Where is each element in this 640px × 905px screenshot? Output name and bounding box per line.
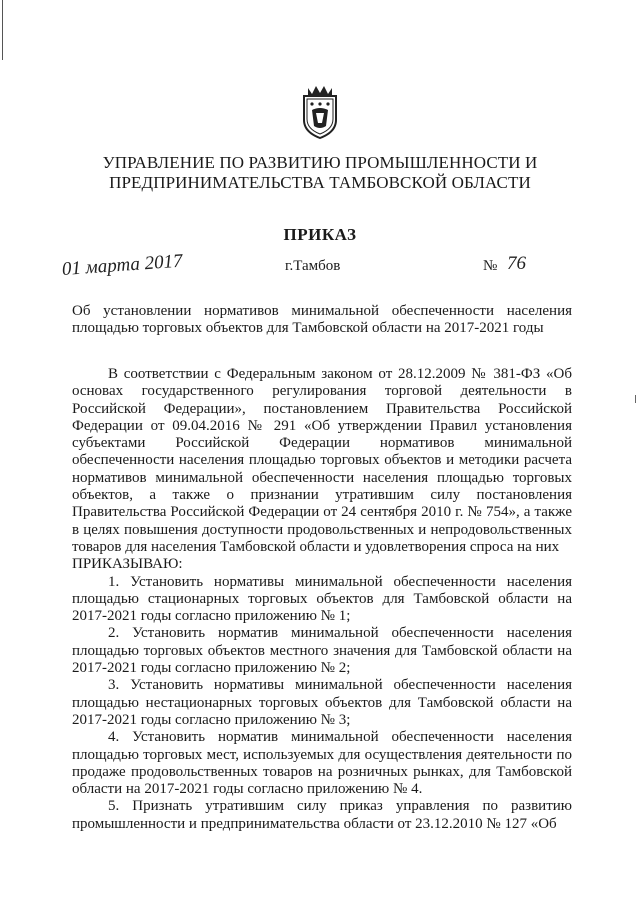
scan-edge-line [2,0,3,60]
handwritten-date: 01 марта 2017 [61,250,184,280]
number-sign: № [483,258,498,274]
order-item-2: 2. Установить норматив минимальной обеспеченности населения площадью торговых объектов местного значения для Тамбовской области на 2017-2021 годы согласно приложению № 2; [72,625,572,677]
organization-name [60,153,580,193]
order-item-3: 3. Установить нормативы минимальной обеспеченности населения площадью нестационарных торговых объектов для Тамбовской области на 2017-2021 годы согласно приложению № 3; [72,677,572,728]
coat-of-arms-emblem [296,82,344,140]
order-word: ПРИКАЗЫВАЮ: [72,556,183,573]
preamble-paragraph: В соответствии с Федеральным законом от 28.12.2009 № 381-ФЗ «Об основах государственного регулирования торговой деятельности в Российской Федерации», постановлением Правительства Российской Федерации от 09.04.2016 № 291 «Об утверждении Правил установления субъектами Российской Федерации нормативов минимальной обеспеченности населения площадью торговых объектов и методики расчета нормативов минимальной обеспеченности населения площадью торговых объектов, а также о признании утратившим силу постановления Правительства Российской Федерации от 24 сентября 2010 г. № 754», а также в целях повышения доступности продовольственных и непродовольственных товаров для населения Тамбовской области и удовлетворения спроса на них [72,366,572,555]
handwritten-number: 76 [507,253,526,274]
org-line-2: ПРЕДПРИНИМАТЕЛЬСТВА ТАМБОВСКОЙ ОБЛАСТИ [109,173,531,192]
city-label: г.Тамбов [285,258,341,274]
document-type-title: ПРИКАЗ [283,225,357,244]
order-item-4: 4. Установить норматив минимальной обеспеченности населения площадью торговых мест, используемых для осуществления деятельности по продаже продовольственных товаров на розничных рынках, для Тамбовской области на 2017-2021 годы согласно приложению № 4. [72,729,572,798]
order-item-1: 1. Установить нормативы минимальной обеспеченности населения площадью стационарных торговых объектов для Тамбовской области на 2017-2021 годы согласно приложению № 1; [72,573,572,625]
order-body [72,366,572,833]
scan-mark [635,395,636,403]
order-subject: Об установлении нормативов минимальной обеспеченности населения площадью торговых объектов для Тамбовской области на 2017-2021 годы [72,303,572,336]
order-item-5: 5. Признать утратившим силу приказ управления по развитию промышленности и предпринимательства области от 23.12.2010 № 127 «Об [72,798,572,832]
org-line-1: УПРАВЛЕНИЕ ПО РАЗВИТИЮ ПРОМЫШЛЕННОСТИ И [102,153,538,172]
